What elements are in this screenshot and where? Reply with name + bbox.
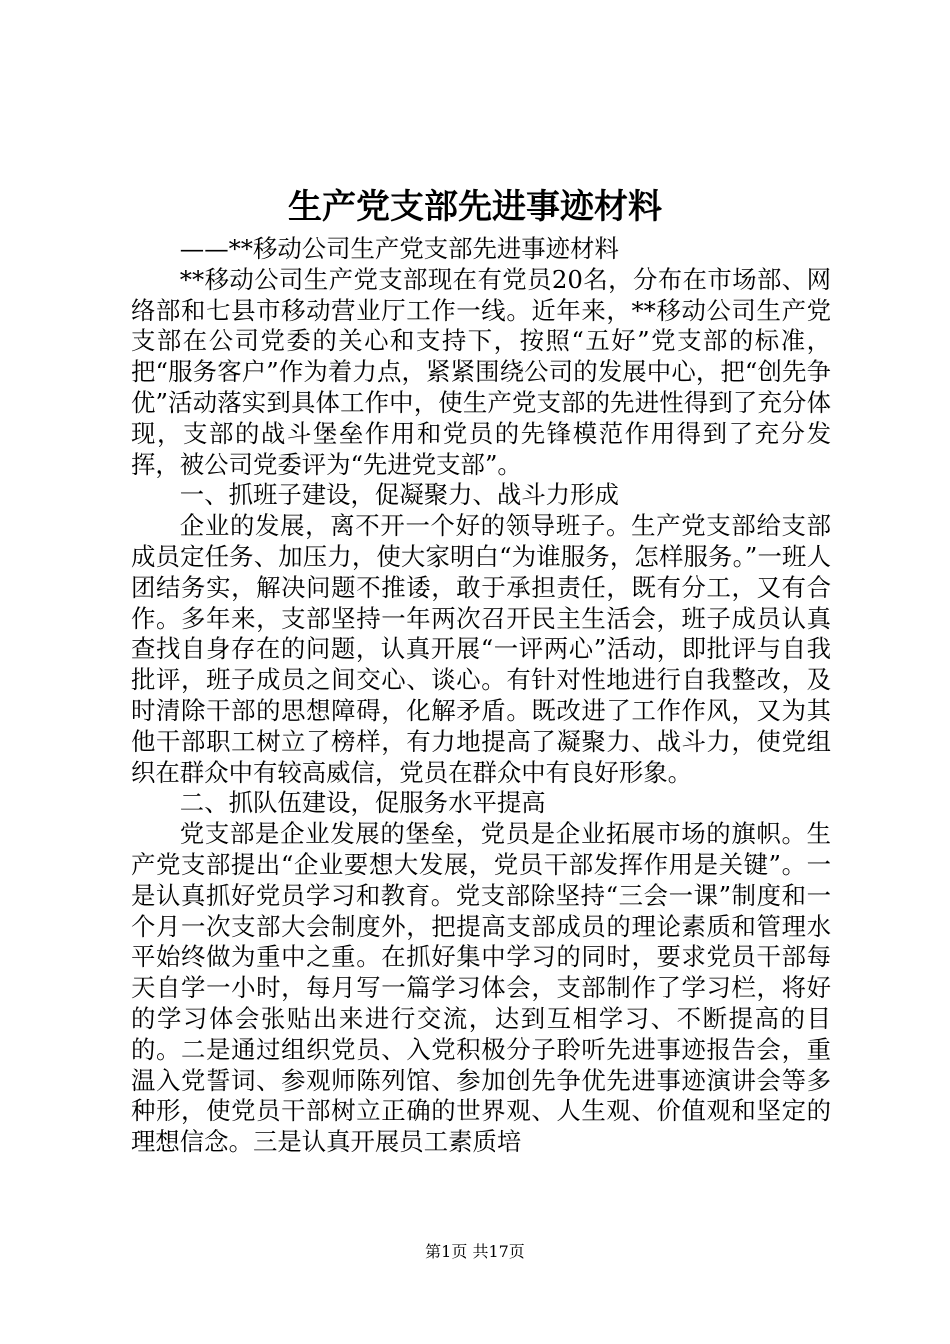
- document-body: [131, 234, 831, 1158]
- document-title: 生产党支部先进事迹材料: [288, 187, 662, 227]
- body-paragraph: **移动公司生产党支部现在有党员20名，分布在市场部、网络部和七县市移动营业厅工作一线。近年来，**移动公司生产党支部在公司党委的关心和支持下，按照“五好”党支部的标准，把“服务客户”作为着力点，紧紧围绕公司的发展中心，把“创先争优”活动落实到具体工作中，使生产党支部的先进性得到了充分体现，支部的战斗堡垒作用和党员的先锋模范作用得到了充分发挥，被公司党委评为“先进党支部”。: [131, 264, 831, 479]
- subtitle-paragraph: ——**移动公司生产党支部先进事迹材料: [179, 234, 619, 263]
- page-number-footer: 第1页 共17页: [425, 1242, 525, 1261]
- section-heading: 二、抓队伍建设，促服务水平提高: [179, 788, 546, 818]
- body-paragraph: 企业的发展，离不开一个好的领导班子。生产党支部给支部成员定任务、加压力，使大家明白“为谁服务，怎样服务。”一班人团结务实，解决问题不推诿，敢于承担责任，既有分工，又有合作。多年来，支部坚持一年两次召开民主生活会，班子成员认真查找自身存在的问题，认真开展“一评两心”活动，即批评与自我批评，班子成员之间交心、谈心。有针对性地进行自我整改，及时清除干部的思想障碍，化解矛盾。既改进了工作作风，又为其他干部职工树立了榜样，有力地提高了凝聚力、战斗力，使党组织在群众中有较高威信，党员在群众中有良好形象。: [131, 511, 831, 787]
- body-paragraph: 党支部是企业发展的堡垒，党员是企业拓展市场的旗帜。生产党支部提出“企业要想大发展，党员干部发挥作用是关键”。一是认真抓好党员学习和教育。党支部除坚持“三会一课”制度和一个月一次支部大会制度外，把提高支部成员的理论素质和管理水平始终做为重中之重。在抓好集中学习的同时，要求党员干部每天自学一小时，每月写一篇学习体会，支部制作了学习栏，将好的学习体会张贴出来进行交流，达到互相学习、不断提高的目的。二是通过组织党员、入党积极分子聆听先进事迹报告会，重温入党誓词、参观师陈列馆、参加创先争优先进事迹演讲会等多种形，使党员干部树立正确的世界观、人生观、价值观和坚定的理想信念。三是认真开展员工素质培: [131, 819, 831, 1157]
- section-heading: 一、抓班子建设，促凝聚力、战斗力形成: [179, 480, 619, 510]
